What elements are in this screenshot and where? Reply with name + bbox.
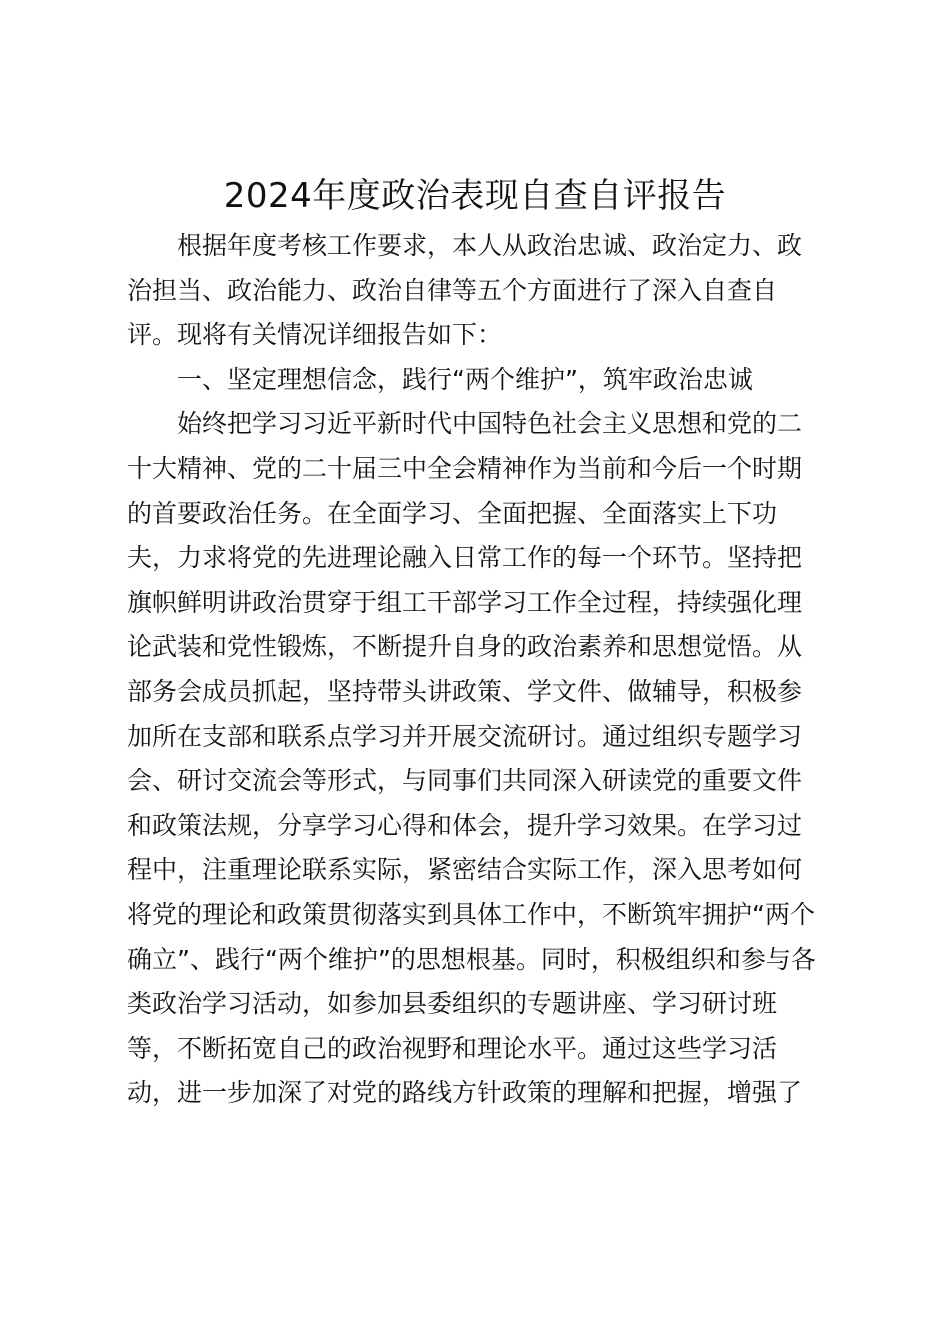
text-line: 评。现将有关情况详细报告如下： <box>127 320 503 350</box>
section-heading: 一、坚定理想信念，践行“两个维护”，筑牢政治忠诚 <box>127 364 753 394</box>
text-line: 将党的理论和政策贯彻落实到具体工作中，不断筑牢拥护“两个 <box>127 899 815 929</box>
text-line: 十大精神、党的二十届三中全会精神作为当前和今后一个时期 <box>127 453 803 483</box>
text-line: 根据年度考核工作要求，本人从政治忠诚、政治定力、政 <box>127 231 803 260</box>
text-line: 治担当、政治能力、政治自律等五个方面进行了深入自查自 <box>127 275 778 305</box>
text-line: 和政策法规，分享学习心得和体会，提升学习效果。在学习过 <box>127 810 803 840</box>
text-line: 的首要政治任务。在全面学习、全面把握、全面落实上下功 <box>127 498 778 528</box>
text-line: 论武装和党性锻炼，不断提升自身的政治素养和思想觉悟。从 <box>127 632 803 662</box>
text-line: 会、研讨交流会等形式，与同事们共同深入研读党的重要文件 <box>127 766 803 796</box>
text-line: 等，不断拓宽自己的政治视野和理论水平。通过这些学习活 <box>127 1033 778 1063</box>
text-line: 动，进一步加深了对党的路线方针政策的理解和把握，增强了 <box>127 1078 803 1108</box>
text-line: 程中，注重理论联系实际，紧密结合实际工作，深入思考如何 <box>127 855 803 885</box>
text-line: 加所在支部和联系点学习并开展交流研讨。通过组织专题学习 <box>127 721 803 751</box>
text-line: 确立”、践行“两个维护”的思想根基。同时，积极组织和参与各 <box>127 944 816 974</box>
text-line: 部务会成员抓起，坚持带头讲政策、学文件、做辅导，积极参 <box>127 676 803 706</box>
document-title: 2024年度政治表现自查自评报告 <box>223 176 727 216</box>
text-line: 始终把学习习近平新时代中国特色社会主义思想和党的二 <box>127 409 803 439</box>
text-line: 夫，力求将党的先进理论融入日常工作的每一个环节。坚持把 <box>127 543 803 573</box>
text-line: 类政治学习活动，如参加县委组织的专题讲座、学习研讨班 <box>127 989 778 1019</box>
text-line: 旗帜鲜明讲政治贯穿于组工干部学习工作全过程，持续强化理 <box>127 587 803 617</box>
document-body <box>127 224 847 1116</box>
